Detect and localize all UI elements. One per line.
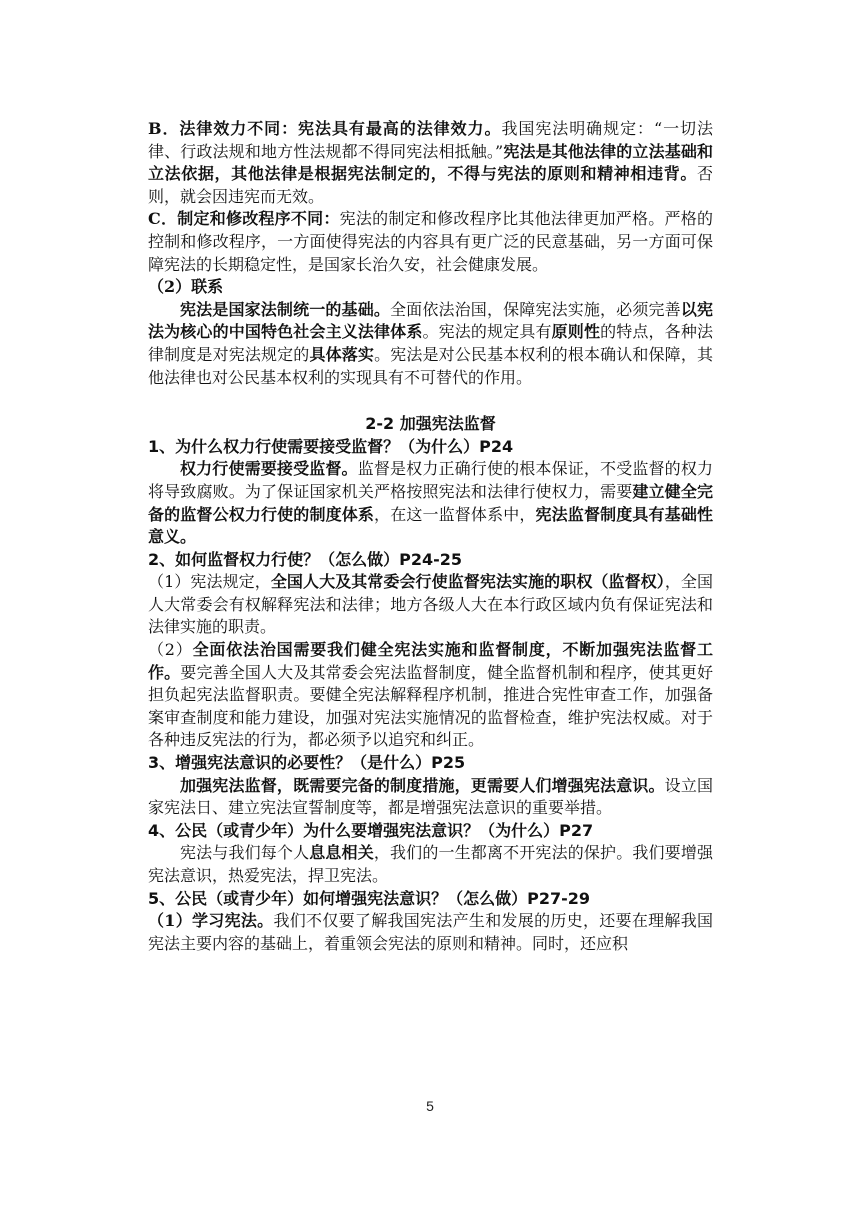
bold-text: （1）学习宪法。 bbox=[148, 911, 274, 931]
bold-text: 4、公民（或青少年）为什么要增强宪法意识？（为什么）P27 bbox=[148, 820, 594, 840]
bold-text: 全面依法治国需要我们健全宪法实施和监督制度，不断加强宪法监督工作。 bbox=[148, 640, 713, 682]
text-run: 我们不仅要了解我国宪法产生和发展的历史，还要在理解我国宪法主要内容的基础上，着重领会宪法的原则和精神。同时，还应积 bbox=[148, 911, 713, 953]
paragraph bbox=[148, 842, 713, 887]
text-run: 要完善全国人大及其常委会宪法监督制度，健全监督机制和程序，使其更好担负起宪法监督职责。要健全宪法解释程序机制，推进合宪性审查工作，加强备案审查制度和能力建设，加强对宪法实施情况的监督检查，维护宪法权威。对于各种违反宪法的行为，都必须予以追究和纠正。 bbox=[148, 662, 713, 750]
text-run: 。宪法的规定具有 bbox=[422, 322, 552, 342]
question-heading bbox=[148, 549, 713, 572]
paragraph bbox=[148, 639, 713, 752]
text-run: 设立国家宪法日、建立宪法宣誓制度等，都是增强宪法意识的重要举措。 bbox=[148, 775, 713, 818]
bold-text: 以宪法为核心的中国特色社会主义法律体系 bbox=[148, 299, 713, 342]
paragraph bbox=[148, 458, 713, 548]
question-heading bbox=[148, 820, 713, 843]
text-run: 的特点，各种法律制度是对宪法规定的 bbox=[148, 322, 713, 364]
bold-text: 全国人大及其常委会行使监督宪法实施的职权（监督权） bbox=[270, 572, 665, 592]
bold-text: 5、公民（或青少年）如何增强宪法意识？（怎么做）P27-29 bbox=[148, 888, 591, 908]
text-run: （2） bbox=[148, 640, 193, 660]
section-title bbox=[148, 413, 713, 436]
bold-text: 权力行使需要接受监督。 bbox=[180, 459, 358, 479]
text-run: 。宪法是对公民基本权利的根本确认和保障，其他法律也对公民基本权利的实现具有不可替代的作用。 bbox=[148, 344, 713, 387]
paragraph bbox=[148, 276, 713, 299]
bold-text: 3、增强宪法意识的必要性？（是什么）P25 bbox=[148, 753, 466, 773]
question-heading bbox=[148, 752, 713, 775]
text-run: 宪法与我们每个人 bbox=[180, 843, 310, 863]
bold-text: （2）联系 bbox=[148, 277, 224, 297]
bold-text: 2、如何监督权力行使？（怎么做）P24-25 bbox=[148, 549, 463, 569]
bold-text: 1、为什么权力行使需要接受监督？（为什么）P24 bbox=[148, 436, 514, 456]
question-heading bbox=[148, 888, 713, 911]
paragraph bbox=[148, 118, 713, 208]
paragraph bbox=[148, 299, 713, 389]
text-run: 监督是权力正确行使的根本保证，不受监督的权力将导致腐败。为了保证国家机关严格按照宪法和法律行使权力，需要 bbox=[148, 459, 713, 501]
bold-text: 具体落实 bbox=[309, 344, 375, 364]
text-run: ，我们的一生都离不开宪法的保护。我们要增强宪法意识，热爱宪法，捍卫宪法。 bbox=[148, 843, 713, 885]
paragraph bbox=[148, 775, 713, 820]
bold-text: B．法律效力不同：宪法具有最高的法律效力。 bbox=[148, 119, 502, 138]
text-run: 否则，就会因违宪而无效。 bbox=[148, 164, 713, 206]
document-body bbox=[148, 118, 713, 955]
bold-text: 2-2 加强宪法监督 bbox=[365, 414, 496, 434]
text-run: 宪法的制定和修改程序比其他法律更加严格。严格的控制和修改程序，一方面使得宪法的内容具有更广泛的民意基础，另一方面可保障宪法的长期稳定性，是国家长治久安，社会健康发展。 bbox=[148, 209, 713, 274]
text-run: 我国宪法明确规定：“一切法律、行政法规和地方性法规都不得同宪法相抵触。” bbox=[148, 119, 713, 161]
text-run: ，在这一监督体系中， bbox=[374, 504, 536, 524]
paragraph bbox=[148, 910, 713, 955]
bold-text: 宪法是国家法制统一的基础。 bbox=[180, 299, 391, 319]
paragraph bbox=[148, 208, 713, 276]
text-run: 全面依法治国，保障宪法实施，必须完善 bbox=[390, 299, 681, 319]
bold-text: 宪法监督制度具有基础性意义。 bbox=[148, 504, 713, 547]
bold-text: 原则性 bbox=[551, 322, 601, 342]
text-run: ，全国人大常委会有权解释宪法和法律；地方各级人大在本行政区域内负有保证宪法和法律实施的职责。 bbox=[148, 572, 713, 637]
text-run: （1）宪法规定， bbox=[148, 572, 271, 592]
page-number: 5 bbox=[426, 1098, 434, 1114]
bold-text: C．制定和修改程序不同： bbox=[148, 209, 340, 229]
paragraph bbox=[148, 571, 713, 639]
bold-text: 加强宪法监督，既需要完备的制度措施，更需要人们增强宪法意识。 bbox=[180, 775, 665, 795]
question-heading bbox=[148, 436, 713, 459]
bold-text: 建立健全完备的监督公权力行使的制度体系 bbox=[148, 481, 713, 524]
bold-text: 息息相关 bbox=[309, 843, 374, 863]
bold-text: 宪法是其他法律的立法基础和立法依据，其他法律是根据宪法制定的，不得与宪法的原则和精神相违背。 bbox=[148, 141, 713, 184]
